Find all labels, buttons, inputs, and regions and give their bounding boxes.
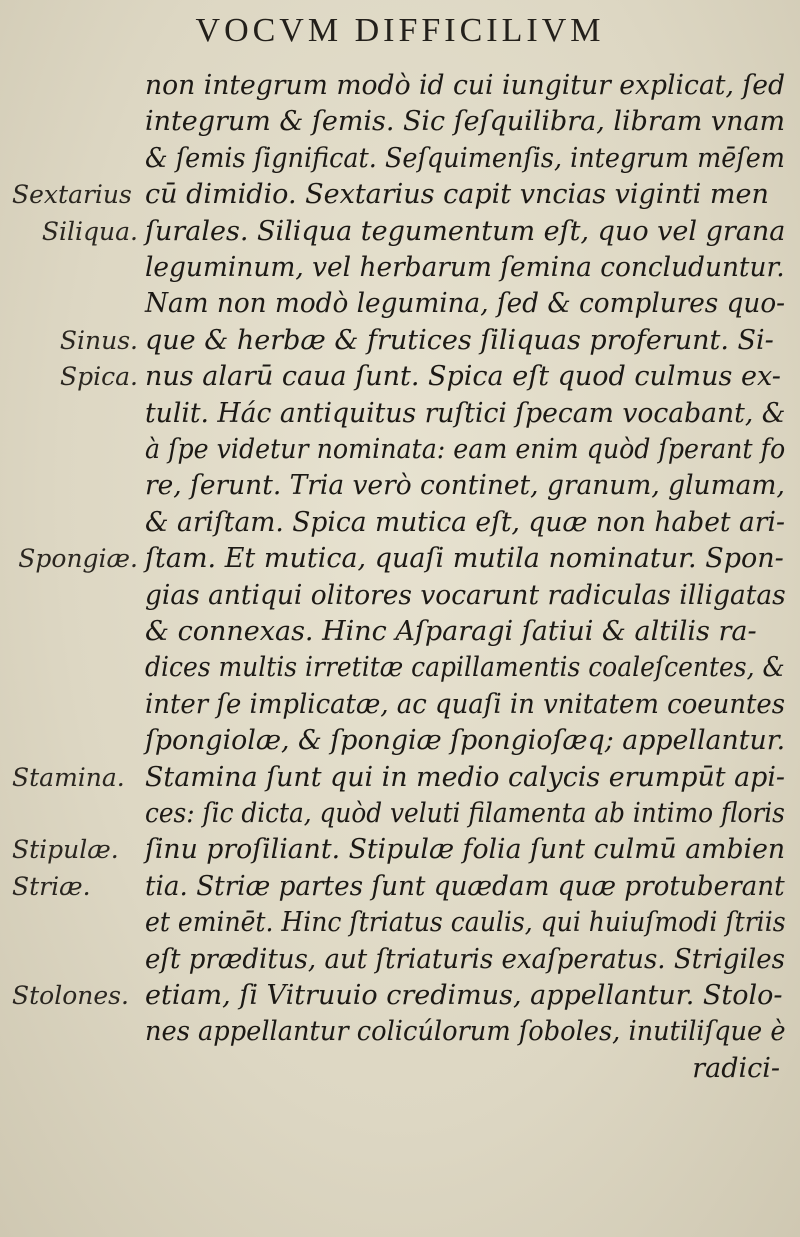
text-line: leguminum, vel herbarum ſemina concluduntur. bbox=[145, 252, 785, 283]
text-line: ces: ſic dicta, quòd veluti filamenta ab intimo floris bbox=[145, 798, 785, 829]
text-line: inter ſe implicatæ, ac quaſi in vnitatem coeuntes bbox=[145, 688, 786, 720]
text-line: integrum & ſemis. Sic ſeſquilibra, libram vnam bbox=[145, 106, 786, 138]
text-line: cū dimidio. Sextarius capit vncias viginti men bbox=[145, 179, 769, 211]
margin-note: Sinus. bbox=[59, 325, 138, 355]
text-line: Stamina ſunt qui in medio calycis erumpūt api- bbox=[145, 761, 786, 793]
text-line: ſinu proſiliant. Stipulæ folia ſunt culmū ambien bbox=[145, 834, 786, 866]
margin-note: Spongiæ. bbox=[18, 544, 138, 574]
text-line: tulit. Hác antiquitus ruſtici ſpecam vocabant, & bbox=[145, 397, 786, 429]
margin-note: Striæ. bbox=[12, 871, 91, 901]
margin-note: Spica. bbox=[60, 362, 138, 392]
margin-note: Sextarius bbox=[12, 180, 132, 210]
text-line: & ariſtam. Spica mutica eſt, quæ non habet ari- bbox=[145, 506, 785, 538]
text-line: gias antiqui olitores vocarunt radiculas illigatas bbox=[145, 579, 786, 611]
text-line: ſtam. Et mutica, quaſi mutila nominatur. Spon- bbox=[145, 543, 784, 575]
text-line: nes appellantur colicúlorum ſoboles, inutiliſque è bbox=[145, 1016, 786, 1048]
text-line: & connexas. Hinc Aſparagi ſatiui & altilis ra- bbox=[145, 616, 757, 647]
text-line: nus alarū caua ſunt. Spica eſt quod culmus ex- bbox=[145, 361, 781, 393]
text-line: etiam, ſi Vitruuio credimus, appellantur. Stolo- bbox=[145, 980, 783, 1011]
text-line: ſurales. Siliqua tegumentum eſt, quo vel grana bbox=[145, 215, 786, 247]
text-line: ſpongiolæ, & ſpongiæ ſpongioſæq; appellantur. bbox=[145, 725, 786, 757]
running-head: VOCVM DIFFICILIVM bbox=[195, 12, 605, 49]
margin-note: Stolones. bbox=[12, 981, 129, 1010]
text-line: eſt præditus, aut ſtriaturis exaſperatus. Strigiles bbox=[145, 943, 785, 975]
text-line: dices multis irretitæ capillamentis coaleſcentes, & bbox=[145, 652, 785, 684]
text-line: à ſpe videtur nominata: eam enim quòd ſperant fo bbox=[145, 434, 786, 465]
text-line: tia. Striæ partes ſunt quædam quæ protuberant bbox=[145, 870, 785, 902]
text-line: et eminēt. Hinc ſtriatus caulis, qui huiuſmodi ſtriis bbox=[145, 907, 786, 939]
text-line: re, ſerunt. Tria verò continet, granum, glumam, bbox=[145, 470, 785, 502]
margin-note: Stipulæ. bbox=[12, 835, 119, 865]
text-line: que & herbæ & frutices ſiliquas proferunt. Si- bbox=[145, 324, 774, 356]
text-line: Nam non modò legumina, ſed & complures quo- bbox=[145, 288, 786, 320]
text-line: non integrum modò id cui iungitur explicat, ſed bbox=[145, 70, 786, 101]
margin-note: Siliqua. bbox=[41, 216, 138, 246]
margin-note: Stamina. bbox=[12, 762, 125, 792]
text-line: & ſemis ſignificat. Seſquimenſis, integrum mēſem bbox=[145, 142, 785, 174]
catchword: radici- bbox=[692, 1052, 780, 1084]
